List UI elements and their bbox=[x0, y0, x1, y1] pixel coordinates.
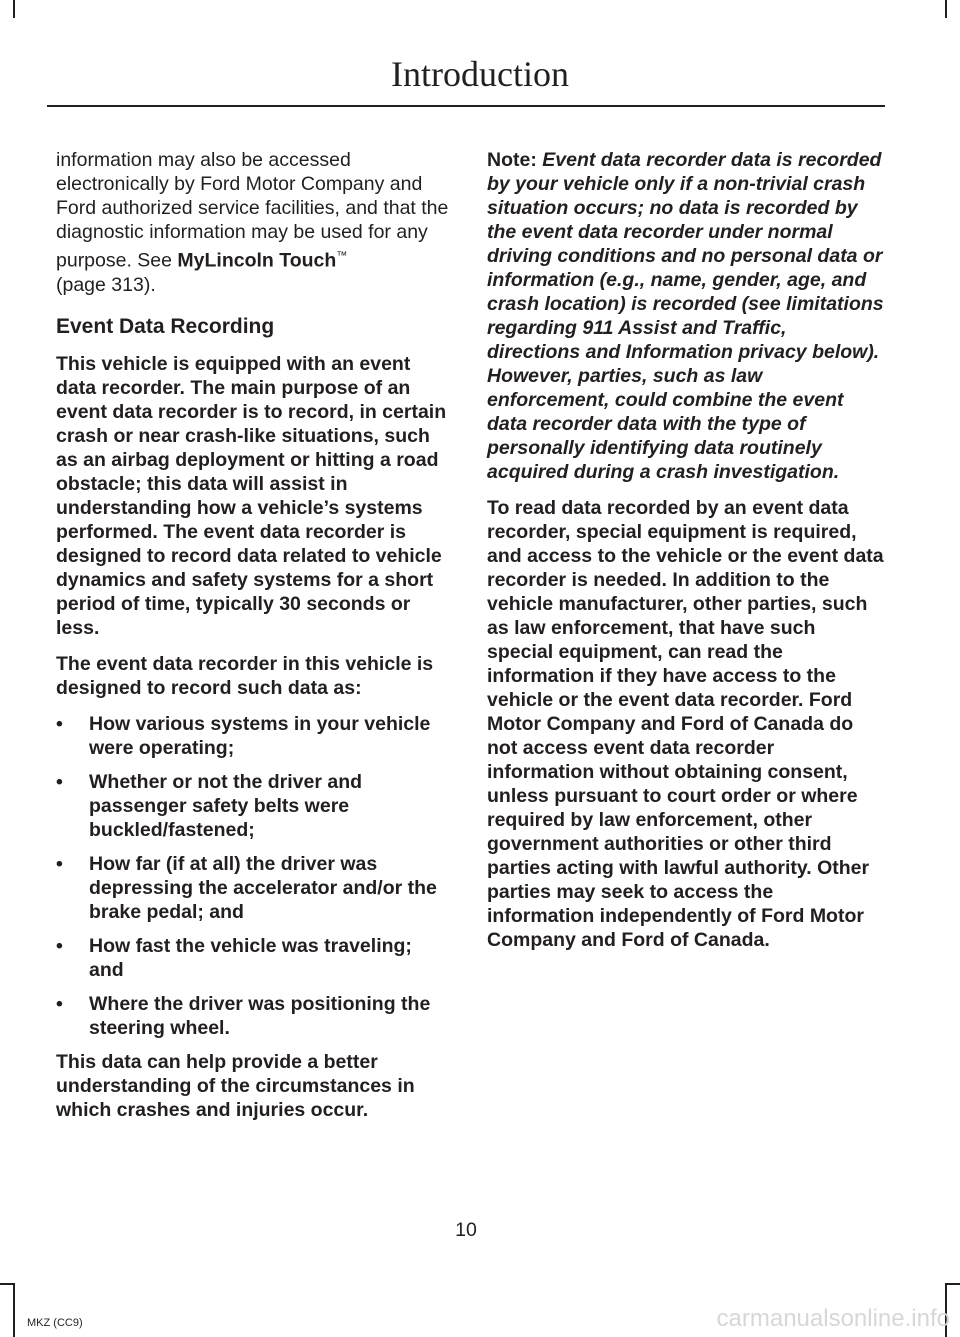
bullet-icon: • bbox=[56, 992, 63, 1015]
recorded-data-list bbox=[56, 712, 450, 1040]
watermark: carmanualsonline.info bbox=[716, 1305, 950, 1332]
list-item-text: How far (if at all) the driver was depressing the accelerator and/or the brake pedal; and bbox=[89, 852, 437, 923]
note-paragraph bbox=[487, 148, 885, 484]
trademark-symbol: ™ bbox=[336, 250, 348, 262]
note-text: Event data recorder data is recorded by your vehicle only if a non-trivial crash situation occurs; no data is recorded by the event data recorder under normal driving conditions and no personal data or information (e.g., name, gender, age, and crash location) is recorded (see limitations regarding 911 Assist and Traffic, directions and Information privacy below). However, parties, such as law enforcement, could combine the event data recorder data with the type of personally identifying data routinely acquired during a crash investigation. bbox=[487, 149, 884, 483]
note-label: Note: bbox=[487, 149, 543, 171]
edr-paragraph-2: The event data recorder in this vehicle is designed to record such data as: bbox=[56, 652, 434, 699]
list-item bbox=[56, 934, 450, 982]
list-item-text: Whether or not the driver and passenger safety belts were buckled/fastened; bbox=[89, 770, 363, 841]
header-divider bbox=[47, 105, 885, 107]
crop-mark-bottom-right-horizontal bbox=[945, 1283, 960, 1285]
crop-mark-top-left-vertical bbox=[13, 0, 15, 18]
intro-paragraph bbox=[56, 148, 450, 297]
bullet-icon: • bbox=[56, 934, 63, 957]
list-item-text: Where the driver was positioning the steering wheel. bbox=[89, 992, 431, 1039]
list-item bbox=[56, 712, 450, 760]
left-column bbox=[56, 148, 450, 1122]
section-heading: Event Data Recording bbox=[56, 314, 275, 338]
right-column bbox=[487, 148, 885, 952]
crop-mark-bottom-left-horizontal bbox=[0, 1283, 15, 1285]
page-number: 10 bbox=[455, 1219, 477, 1241]
bullet-icon: • bbox=[56, 712, 63, 735]
access-paragraph: To read data recorded by an event data recorder, special equipment is required, and access to the vehicle or the event data recorder is needed. In addition to the vehicle manufacturer, other parties, such as law enforcement, that have such special equipment, can read the information if they have access to the vehicle or the event data recorder. Ford Motor Company and Ford of Canada do not access event data recorder information without obtaining consent, unless pursuant to court order or where required by law enforcement, other government authorities or other third parties acting with lawful authority. Other parties may seek to access the information independently of Ford Motor Company and Ford of Canada. bbox=[487, 497, 884, 951]
edr-paragraph-1: This vehicle is equipped with an event data recorder. The main purpose of an event data recorder is to record, in certain crash or near crash-like situations, such as an airbag deployment or hitting a road obstacle; this data will assist in understanding how a vehicle’s systems performed. The event data recorder is designed to record data related to vehicle dynamics and safety systems for a short period of time, typically 30 seconds or less. bbox=[56, 352, 447, 639]
crop-mark-top-right-vertical bbox=[945, 0, 947, 18]
bullet-icon: • bbox=[56, 770, 63, 793]
list-item-text: How fast the vehicle was traveling; and bbox=[89, 934, 412, 981]
list-item-text: How various systems in your vehicle were operating; bbox=[89, 712, 431, 759]
crop-mark-bottom-left-vertical bbox=[13, 1283, 15, 1337]
mylincoln-touch-link[interactable]: MyLincoln Touch bbox=[177, 249, 337, 272]
intro-text: information may also be accessed electronically by Ford Motor Company and Ford authorized service facilities, and that the diagnostic information may be used for any purpose. See bbox=[56, 149, 449, 272]
list-item bbox=[56, 770, 450, 842]
model-code: MKZ (CC9) bbox=[27, 1317, 83, 1329]
page-title: Introduction bbox=[391, 54, 569, 94]
edr-paragraph-3: This data can help provide a better understanding of the circumstances in which crashes and injuries occur. bbox=[56, 1050, 415, 1121]
list-item bbox=[56, 852, 450, 924]
bullet-icon: • bbox=[56, 852, 63, 875]
list-item bbox=[56, 992, 450, 1040]
page-reference[interactable]: (page 313). bbox=[56, 273, 156, 296]
